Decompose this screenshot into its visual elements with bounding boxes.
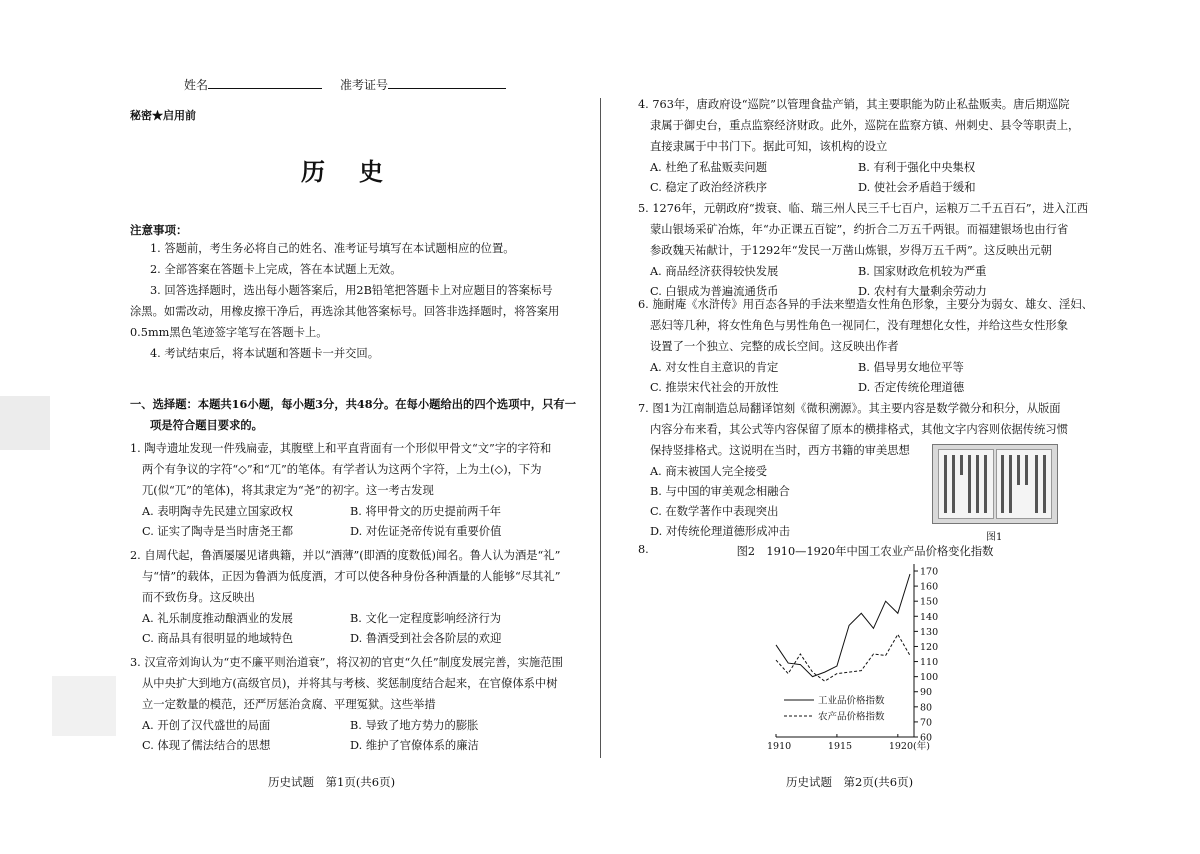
y-tick-label: 70 (920, 717, 933, 729)
x-tick-label: 1915 (827, 741, 853, 752)
question-5-stem: 5. 1276年，元朝政府“拨衰、临、瑞三州人民三千七百户，运粮万二千五百石”，进入江西 (638, 202, 1089, 215)
question-6-stem: 恶妇等几种，将女性角色与男性角色一视同仁，没有理想化女性，并给这些女性形象 (650, 319, 1068, 332)
question-3-option: B. 导致了地方势力的膨胀 (350, 719, 479, 732)
question-2-option: A. 礼乐制度推动酿酒业的发展 (142, 612, 293, 625)
question-2-stem: 与“情”的载体，正因为鲁酒为低度酒，才可以使各种身份各种酒量的人能够“尽其礼” (142, 570, 561, 583)
question-3-option: A. 开创了汉代盛世的局面 (142, 719, 271, 732)
question-7-option: A. 商末被国人完全接受 (650, 465, 768, 478)
question-3-stem: 3. 汉宣帝刘询认为“吏不廉平则治道衰”，将汉初的官吏“久任”制度发展完善，实施范围 (130, 656, 563, 669)
question-6-stem: 设置了一个独立、完整的成长空间。这反映出作者 (650, 340, 899, 353)
question-4-stem: 4. 763年，唐政府设“巡院”以管理食盐产销，其主要职能为防止私盐贩卖。唐后期巡院 (638, 98, 1070, 111)
question-4-stem: 隶属于御史台，重点监察经济财政。此外，巡院在监察方镇、州刺史、县令等职责上， (650, 119, 1080, 132)
question-1-option: B. 将甲骨文的历史提前两千年 (350, 505, 502, 518)
name-label: 姓名 (184, 78, 209, 92)
subject-title: 历史 (301, 157, 417, 186)
exam-id-field (340, 76, 506, 93)
question-4-option: C. 稳定了政治经济秩序 (650, 181, 768, 194)
question-5-stem: 蒙山银场采矿冶炼，年“办正课五百锭”，约折合二万五千两银。而福建银场也由行省 (650, 223, 1069, 236)
footer-page-1: 历史试题 第1页(共6页) (268, 775, 396, 789)
question-1-option: C. 证实了陶寺是当时唐尧王都 (142, 525, 293, 538)
question-6-option: A. 对女性自主意识的肯定 (650, 361, 779, 374)
question-4-stem: 直接隶属于中书门下。据此可知，该机构的设立 (650, 140, 888, 153)
notice-item-3: 3. 回答选择题时，选出每小题答案后，用2B铅笔把答题卡上对应题目的答案标号 (150, 284, 553, 297)
footer-page-2: 历史试题 第2页(共6页) (786, 775, 914, 789)
question-3-stem: 从中央扩大到地方(高级官员)，并将其与考核、奖惩制度结合起来，在官僚体系中树 (142, 677, 558, 690)
question-7-option: C. 在数学著作中表现突出 (650, 505, 779, 518)
chart-title: 图2 1910—1920年中国工农业产品价格变化指数 (736, 545, 994, 558)
figure-1-left-page (938, 449, 994, 519)
x-tick-label: 1910 (767, 741, 792, 752)
figure-1-book-image (932, 444, 1058, 524)
exam-id-label: 准考证号 (340, 78, 389, 92)
question-4-option: B. 有利于强化中央集权 (858, 161, 976, 174)
y-tick-label: 130 (920, 626, 939, 638)
question-2-stem: 而不致伤身。这反映出 (142, 591, 255, 604)
y-tick-label: 90 (920, 687, 933, 699)
question-5-option: D. 农村有大量剩余劳动力 (858, 285, 987, 298)
y-tick-label: 170 (920, 566, 939, 578)
question-7-option: B. 与中国的审美观念相融合 (650, 485, 790, 498)
secret-label: 秘密★启用前 (130, 109, 196, 122)
question-3-stem: 立一定数量的模范，还严厉惩治贪腐、平理冤狱。这些举措 (142, 698, 436, 711)
question-1-stem: 1. 陶寺遗址发现一件残扁壶，其腹壁上和平直背面有一个形似甲骨文“文”字的字符和 (130, 442, 552, 455)
figure-1-right-page (996, 449, 1052, 519)
notice-item-2: 2. 全部答案在答题卡上完成，答在本试题上无效。 (150, 263, 402, 276)
question-1-stem: 两个有争议的字符“◇”和“兀”的笔体。有学者认为这两个字符，上为土(◇)，下为 (142, 463, 542, 476)
question-2-option: C. 商品具有很明显的地域特色 (142, 632, 293, 645)
notice-item-3: 0.5mm黑色笔迹签字笔写在答题卡上。 (130, 326, 328, 339)
section-heading-line: 项是符合题目要求的。 (150, 418, 263, 432)
question-6-option: B. 倡导男女地位平等 (858, 361, 964, 374)
notice-item-3: 涂黑。如需改动，用橡皮擦干净后，再选涂其他答案标号。回答非选择题时，将答案用 (130, 305, 560, 318)
question-1-option: D. 对佐证尧帝传说有重要价值 (350, 525, 502, 538)
figure-1-caption: 图1 (986, 532, 1003, 543)
question-5-option: A. 商品经济获得较快发展 (650, 265, 779, 278)
question-1-option: A. 表明陶寺先民建立国家政权 (142, 505, 293, 518)
question-5-option: B. 国家财政危机较为严重 (858, 265, 987, 278)
question-7-stem: 内容分布来看，其公式等内容保留了原本的横排格式，其他文字内容则依据传统习惯 (650, 423, 1068, 436)
y-tick-label: 80 (920, 702, 933, 714)
x-tick-label: 1920(年) (888, 741, 930, 752)
y-tick-label: 60 (920, 732, 933, 744)
question-7-stem: 保持竖排格式。这说明在当时，西方书籍的审美思想 (650, 444, 910, 457)
y-tick-label: 120 (920, 641, 939, 653)
binding-margin-mark (52, 676, 116, 736)
question-1-stem: 兀(似“兀”的笔体)，将其隶定为“尧”的初字。这一考古发现 (142, 484, 434, 497)
question-4-option: A. 杜绝了私盐贩卖问题 (650, 161, 768, 174)
question-8-number: 8. (638, 543, 649, 556)
binding-margin-mark (0, 396, 50, 450)
y-tick-label: 110 (920, 657, 939, 669)
question-6-stem: 6. 施耐庵《水浒传》用百态各异的手法来塑造女性角色形象，主要分为弱女、雄女、淫妇、 (638, 298, 1093, 311)
exam-id-blank (388, 76, 506, 89)
name-blank (208, 76, 322, 89)
question-7-option: D. 对传统伦理道德形成冲击 (650, 525, 791, 538)
question-2-stem: 2. 自周代起，鲁酒屡屡见诸典籍，并以“酒薄”(即酒的度数低)闻名。鲁人认为酒是“礼” (130, 549, 561, 562)
question-4-option: D. 使社会矛盾趋于缓和 (858, 181, 976, 194)
notice-title: 注意事项： (130, 223, 188, 237)
y-tick-label: 140 (920, 611, 939, 623)
y-tick-label: 150 (920, 596, 939, 608)
y-tick-label: 100 (920, 672, 939, 684)
column-divider (600, 98, 601, 758)
question-3-option: D. 维护了官僚体系的廉洁 (350, 739, 479, 752)
legend-label: 工业品价格指数 (818, 695, 885, 707)
section-heading-line: 一、选择题：本题共16小题，每小题3分，共48分。在每小题给出的四个选项中，只有一 (130, 397, 576, 411)
question-5-option: C. 白银成为普遍流通货币 (650, 285, 779, 298)
notice-item-4: 4. 考试结束后，将本试题和答题卡一并交回。 (150, 347, 380, 360)
agricultural-price-line (776, 634, 910, 681)
question-6-option: C. 推崇宋代社会的开放性 (650, 381, 779, 394)
legend-label: 农产品价格指数 (818, 711, 885, 723)
notice-item-1: 1. 答题前，考生务必将自己的姓名、准考证号填写在本试题相应的位置。 (150, 242, 515, 255)
question-6-option: D. 否定传统伦理道德 (858, 381, 965, 394)
question-2-option: D. 鲁酒受到社会各阶层的欢迎 (350, 632, 502, 645)
name-field (184, 76, 322, 93)
question-3-option: C. 体现了儒法结合的思想 (142, 739, 271, 752)
question-2-option: B. 文化一定程度影响经济行为 (350, 612, 502, 625)
question-7-stem: 7. 图1为江南制造总局翻译馆刻《微积溯源》。其主要内容是数学微分和积分，从版面 (638, 402, 1061, 415)
question-5-stem: 参政魏天祐献计，于1292年“发民一万凿山炼银，岁得万五千两”。这反映出元朝 (650, 244, 1052, 257)
y-tick-label: 160 (920, 581, 939, 593)
price-index-chart (760, 560, 990, 756)
